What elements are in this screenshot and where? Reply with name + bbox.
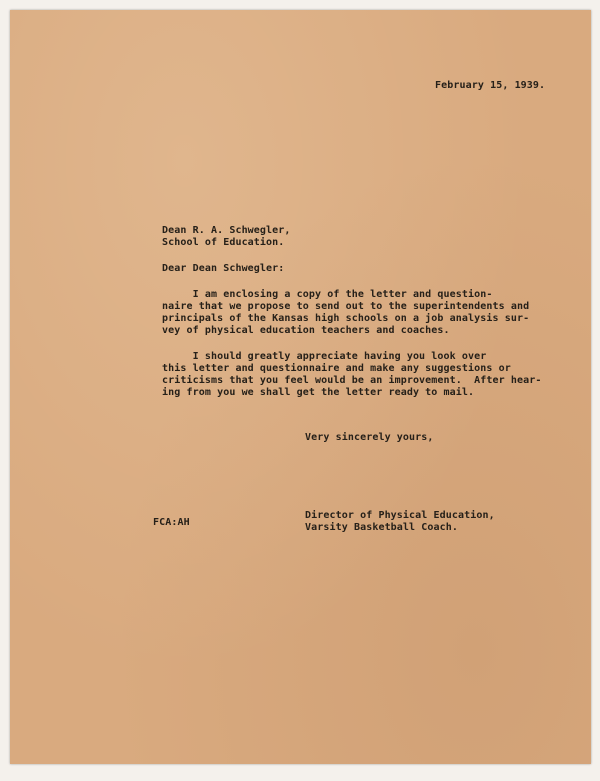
salutation: Dear Dean Schwegler:: [162, 263, 285, 274]
signature-title-line2: Varsity Basketball Coach.: [305, 522, 459, 533]
typist-initials: FCA:AH: [153, 517, 190, 528]
letter-date: February 15, 1939.: [435, 80, 546, 91]
recipient-name: Dean R. A. Schwegler,: [162, 225, 291, 236]
body-line: criticisms that you feel would be an improvement. After hear-: [162, 375, 542, 386]
body-line: this letter and questionnaire and make any suggestions or: [162, 363, 511, 374]
body-line: ing from you we shall get the letter ready to mail.: [162, 387, 475, 398]
signature-title-line1: Director of Physical Education,: [305, 510, 495, 521]
body-line: naire that we propose to send out to the superintendents and: [162, 301, 530, 312]
closing: Very sincerely yours,: [305, 432, 434, 443]
letter-page: [10, 10, 591, 764]
body-line: principals of the Kansas high schools on a job analysis sur-: [162, 313, 530, 324]
body-line: I should greatly appreciate having you look over: [162, 351, 487, 362]
body-line: I am enclosing a copy of the letter and question-: [162, 289, 493, 300]
recipient-department: School of Education.: [162, 237, 285, 248]
body-line: vey of physical education teachers and coaches.: [162, 325, 450, 336]
